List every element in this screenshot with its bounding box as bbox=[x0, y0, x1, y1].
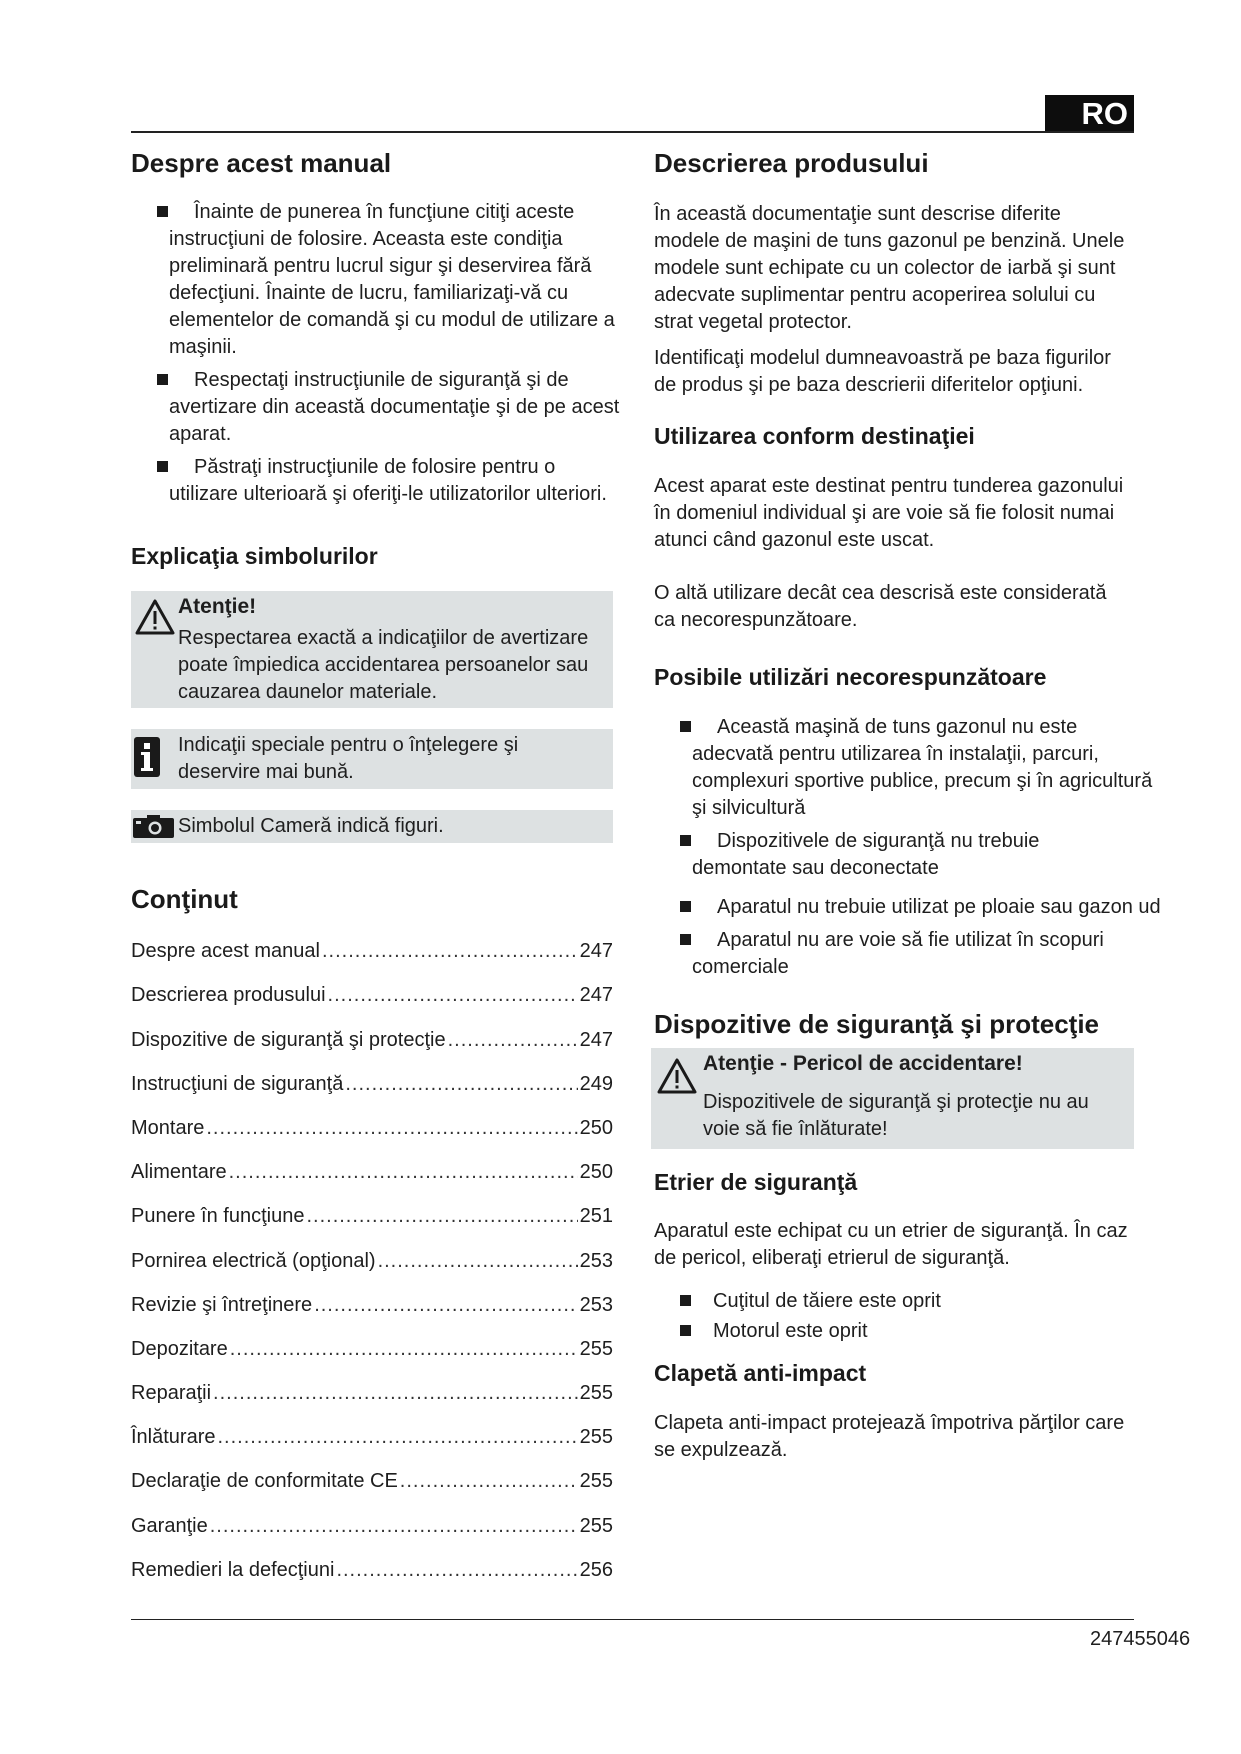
toc-entry-title: Declaraţie de conformitate CE bbox=[131, 1470, 398, 1493]
safety-bail-heading: Etrier de siguranţă bbox=[654, 1169, 858, 1195]
toc-entry-title: Remedieri la defecţiuni bbox=[131, 1558, 335, 1581]
document-number: 247455046 bbox=[1090, 1628, 1191, 1650]
toc-entry-page: 253 bbox=[579, 1293, 613, 1316]
warning-text: Respectarea exactă a indicaţiilor de avertizare poate împiedica accidentarea persoanelor sau cauzarea daunelor materiale. bbox=[178, 627, 589, 703]
list-item: Această maşină de tuns gazonul nu este adecvată pentru utilizarea în instalaţii, parcuri, complexuri sportive publice, precum şi în agricultură şi silvicultură bbox=[654, 714, 1154, 822]
toc-leader-dots bbox=[345, 1067, 577, 1101]
toc-entry-title: Alimentare bbox=[131, 1161, 227, 1184]
safety-warning-note bbox=[651, 1048, 1134, 1149]
toc-leader-dots bbox=[213, 1376, 578, 1410]
toc-entry[interactable] bbox=[131, 1145, 613, 1189]
list-item: Aparatul nu are voie să fie utilizat în scopuri comerciale bbox=[654, 927, 1154, 981]
list-item: Înainte de punerea în funcţiune citiţi aceste instrucţiuni de folosire. Aceasta este condiţia preliminară pentru lucrul sigur şi deservirea fără defecţiuni. Înainte de lucru, familiarizaţi-vă cu elementelor de comandă şi cu modul de utilizare a maşinii. bbox=[131, 199, 621, 361]
toc-entry[interactable] bbox=[131, 1454, 613, 1498]
toc-entry-title: Revizie şi întreţinere bbox=[131, 1293, 313, 1316]
toc-entry[interactable] bbox=[131, 924, 613, 968]
product-paragraph-1: În această documentaţie sunt descrise diferite modele de maşini de tuns gazonul pe benzină. Unele modele sunt echipate cu un colector de iarbă şi sunt adecvate suplimentar pentru acoperirea solului cu strat vegetal protector. bbox=[654, 203, 1125, 333]
toc-entry-title: Pornirea electrică (opţional) bbox=[131, 1249, 376, 1272]
toc-entry-page: 255 bbox=[579, 1337, 613, 1360]
warning-title: Atenţie! bbox=[178, 595, 257, 618]
toc-entry-page: 255 bbox=[579, 1470, 613, 1493]
bullet-square-icon bbox=[680, 934, 691, 945]
toc-entry[interactable] bbox=[131, 1057, 613, 1101]
toc-leader-dots bbox=[306, 1199, 577, 1233]
bottom-divider bbox=[131, 1619, 1134, 1620]
product-paragraph-2: Identificaţi modelul dumneavoastră pe baza figurilor de produs şi pe baza descrierii diferitelor opţiuni. bbox=[654, 347, 1111, 396]
toc-entry[interactable] bbox=[131, 1498, 613, 1542]
intended-use-paragraph-1: Acest aparat este destinat pentru tunderea gazonului în domeniul individual şi are voie să fie folosit numai atunci când gazonul este uscat. bbox=[654, 475, 1124, 551]
toc-entry-title: Depozitare bbox=[131, 1337, 228, 1360]
about-bullet-list bbox=[131, 199, 621, 514]
toc-leader-dots bbox=[336, 1553, 577, 1587]
language-badge: RO bbox=[1045, 95, 1134, 132]
toc-entry-page: 253 bbox=[579, 1249, 613, 1272]
camera-icon bbox=[133, 815, 174, 838]
toc-leader-dots bbox=[230, 1332, 578, 1366]
toc-entry-title: Înlăturare bbox=[131, 1426, 216, 1449]
intended-use-paragraph-2: O altă utilizare decât cea descrisă este considerată ca necorespunzătoare. bbox=[654, 582, 1107, 631]
misuse-bullet-list bbox=[654, 714, 1161, 987]
intended-use-heading: Utilizarea conform destinaţiei bbox=[654, 423, 975, 449]
warning-triangle-icon bbox=[135, 599, 175, 635]
list-item: Motorul este oprit bbox=[654, 1318, 1134, 1345]
bullet-square-icon bbox=[157, 206, 168, 217]
toc-entry-page: 255 bbox=[579, 1514, 613, 1537]
toc-entry-title: Instrucţiuni de siguranţă bbox=[131, 1072, 344, 1095]
toc-entry[interactable] bbox=[131, 1012, 613, 1056]
bullet-square-icon bbox=[157, 461, 168, 472]
toc-leader-dots bbox=[229, 1155, 578, 1189]
top-divider bbox=[131, 131, 1134, 133]
about-heading: Despre acest manual bbox=[131, 148, 392, 178]
toc-entry[interactable] bbox=[131, 1101, 613, 1145]
toc-leader-dots bbox=[322, 934, 578, 968]
toc-entry[interactable] bbox=[131, 1366, 613, 1410]
list-item: Aparatul nu trebuie utilizat pe ploaie sau gazon ud bbox=[654, 894, 1154, 921]
bullet-square-icon bbox=[680, 721, 691, 732]
warning-triangle-icon bbox=[657, 1058, 697, 1094]
bullet-square-icon bbox=[680, 901, 691, 912]
table-of-contents bbox=[131, 924, 613, 1587]
toc-entry[interactable] bbox=[131, 1189, 613, 1233]
toc-entry[interactable] bbox=[131, 968, 613, 1012]
toc-leader-dots bbox=[448, 1023, 578, 1057]
camera-text: Simbolul Cameră indică figuri. bbox=[178, 815, 444, 837]
toc-leader-dots bbox=[206, 1111, 577, 1145]
safety-warning-text: Dispozitivele de siguranţă şi protecţie nu au voie să fie înlăturate! bbox=[703, 1091, 1089, 1140]
contents-heading: Conţinut bbox=[131, 884, 238, 914]
list-item: Păstraţi instrucţiunile de folosire pentru o utilizare ulterioară şi oferiţi-le utilizatorilor ulteriori. bbox=[131, 454, 621, 508]
toc-entry-page: 250 bbox=[579, 1161, 613, 1184]
toc-entry[interactable] bbox=[131, 1278, 613, 1322]
toc-leader-dots bbox=[400, 1464, 578, 1498]
toc-leader-dots bbox=[328, 978, 578, 1012]
toc-entry-title: Descrierea produsului bbox=[131, 984, 326, 1007]
toc-entry-title: Despre acest manual bbox=[131, 940, 320, 963]
camera-note bbox=[131, 810, 613, 843]
bullet-square-icon bbox=[680, 1325, 691, 1336]
list-item: Cuţitul de tăiere este oprit bbox=[654, 1288, 1134, 1315]
toc-entry-title: Reparaţii bbox=[131, 1382, 212, 1405]
list-item: Respectaţi instrucţiunile de siguranţă şi de avertizare din această documentaţie şi de pe acest aparat. bbox=[131, 367, 621, 448]
toc-entry-page: 256 bbox=[579, 1558, 613, 1581]
toc-leader-dots bbox=[314, 1288, 577, 1322]
misuse-heading: Posibile utilizări necorespunzătoare bbox=[654, 664, 1047, 690]
toc-entry-title: Dispozitive de siguranţă şi protecţie bbox=[131, 1028, 446, 1051]
anti-impact-flap-paragraph: Clapeta anti-impact protejează împotriva părţilor care se expulzează. bbox=[654, 1412, 1125, 1461]
anti-impact-flap-heading: Clapetă anti-impact bbox=[654, 1360, 867, 1386]
toc-leader-dots bbox=[218, 1420, 578, 1454]
toc-entry-title: Montare bbox=[131, 1116, 205, 1139]
toc-entry-page: 247 bbox=[579, 1028, 613, 1051]
toc-entry-title: Garanţie bbox=[131, 1514, 208, 1537]
toc-entry-page: 255 bbox=[579, 1426, 613, 1449]
safety-warning-title: Atenţie - Pericol de accidentare! bbox=[703, 1052, 1023, 1075]
toc-entry[interactable] bbox=[131, 1322, 613, 1366]
toc-entry-page: 255 bbox=[579, 1382, 613, 1405]
toc-entry-page: 249 bbox=[579, 1072, 613, 1095]
toc-leader-dots bbox=[378, 1244, 578, 1278]
toc-entry-page: 251 bbox=[579, 1205, 613, 1228]
toc-entry[interactable] bbox=[131, 1233, 613, 1277]
bullet-square-icon bbox=[680, 835, 691, 846]
toc-leader-dots bbox=[210, 1509, 578, 1543]
toc-entry-page: 250 bbox=[579, 1116, 613, 1139]
info-note bbox=[131, 729, 613, 789]
list-item: Dispozitivele de siguranţă nu trebuie demontate sau deconectate bbox=[654, 828, 1154, 882]
toc-entry-page: 247 bbox=[579, 984, 613, 1007]
toc-entry-page: 247 bbox=[579, 940, 613, 963]
warning-note bbox=[131, 591, 613, 708]
safety-bail-paragraph: Aparatul este echipat cu un etrier de siguranţă. În caz de pericol, eliberaţi etrierul de siguranţă. bbox=[654, 1220, 1128, 1269]
info-text: Indicaţii speciale pentru o înţelegere şi deservire mai bună. bbox=[178, 734, 519, 783]
info-icon bbox=[134, 737, 160, 777]
toc-entry-title: Punere în funcţiune bbox=[131, 1205, 305, 1228]
safety-bail-bullet-list bbox=[654, 1288, 1134, 1351]
safety-devices-heading: Dispozitive de siguranţă şi protecţie bbox=[654, 1009, 1099, 1039]
bullet-square-icon bbox=[157, 374, 168, 385]
toc-entry[interactable] bbox=[131, 1410, 613, 1454]
toc-entry[interactable] bbox=[131, 1543, 613, 1587]
symbols-heading: Explicaţia simbolurilor bbox=[131, 543, 378, 569]
product-heading: Descrierea produsului bbox=[654, 148, 929, 178]
bullet-square-icon bbox=[680, 1295, 691, 1306]
